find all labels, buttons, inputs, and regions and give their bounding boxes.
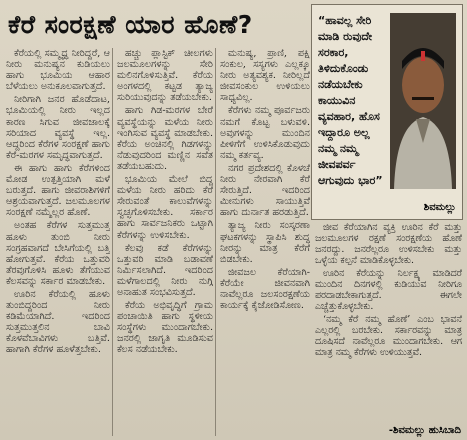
- paragraph: ಊರಿನ ಕೆರೆಯಲ್ಲಿ ಹೂಳು ತುಂಬಿದ್ದರಿಂದ ನೀರು ಕಡಿಮೆಯಾಗಿದೆ. ಇದರಿಂದ ಸುತ್ತಮುತ್ತಲಿನ ಬಾವಿ ಕೊಳವೆಬಾವಿಗಳು ಬತ್ತಿವೆ. ಹಾಗಾಗಿ ಕೆರೆಗಳ ಹೂಳೆತ್ತಬೇಕು.: [6, 288, 110, 356]
- photo-caption: ಶಿವಮಲ್ಲು: [423, 202, 456, 213]
- paragraph: ಜೀವಜಲ ಕೆರೆಯಾಗಿ-ಕೆರೆಯೇ ಜೀವನವಾಗಿ ನಾವೆಲ್ಲರೂ ಜಲಸಂರಕ್ಷಣೆಯ ಕಾರ್ಯಕ್ಕೆ ಕೈಜೋಡಿಸೋಣ.: [220, 266, 310, 312]
- paragraph: ಹಚ್ಚು ಪ್ಲಾಸ್ಟಿಕ್ ಚೀಲಗಳು ಜಲಮೂಲಗಳನ್ನು ಸೇರಿ ಮಲಿನಗೊಳಿಸುತ್ತಿವೆ. ಕೆರೆಯ ಅಂಗಳದಲ್ಲಿ ಕಟ್ಟಡ ತ್ಯಾಜ್ಯ ಸುರಿಯುವುದನ್ನು ತಡೆಯಬೇಕು.: [117, 48, 213, 104]
- paragraph: ಭೂಮಿಯ ಮೇಲೆ ಬಿದ್ದ ಮಳೆಯ ನೀರು ಹರಿದು ಕೆರೆ ಸೇರುವಂತೆ ಕಾಲುವೆಗಳನ್ನು ಸ್ವಚ್ಛಗೊಳಿಸಬೇಕು. ಸರ್ಕಾರ ಹಾಗು ಸಾರ್ವಜನಿಕರು ಒಟ್ಟಾಗಿ ಕೆರೆಗಳನ್ನು ಉಳಿಸಬೇಕು.: [117, 174, 213, 241]
- paragraph: ಈ ಹಾಗು ಹಾಗು ಕೆರೆಗಳಿಂದ ಮೋಡ ಉತ್ಪತ್ತಿಯಾಗಿ ಮಳೆ ಬರುತ್ತದೆ. ಹಾಗು ಜೀವರಾಶಿಗಳಿಗೆ ಆಶ್ರಯವಾಗುತ್ತದೆ. ಜಲಮೂಲಗಳ ಸಂರಕ್ಷಣೆ ನಮ್ಮೆಲ್ಲರ ಹೊಣೆ.: [6, 162, 110, 219]
- article-column-2: [117, 48, 213, 436]
- portrait-image: [390, 13, 456, 189]
- column-divider: [215, 48, 216, 436]
- paragraph: ತ್ಯಾಜ್ಯ ನೀರು ಸಂಸ್ಕರಣಾ ಘಟಕಗಳನ್ನು ಸ್ಥಾಪಿಸಿ ಶುದ್ಧ ನೀರನ್ನು ಮಾತ್ರ ಕೆರೆಗೆ ಬಿಡಬೇಕು.: [220, 220, 310, 265]
- author-photo: [390, 13, 456, 189]
- article-column-1: [6, 48, 110, 436]
- paragraph: ಮನುಷ್ಯ, ಪ್ರಾಣಿ, ಪಕ್ಷಿ ಸಂಕುಲ, ಸಸ್ಯಗಳು ಎಲ್ಲಕ್ಕೂ ನೀರು ಅತ್ಯವಶ್ಯಕ. ನೀರಿಲ್ಲದೆ ಜೀವಸಂಕುಲ ಉಳಿಯಲು ಸಾಧ್ಯವಿಲ್ಲ.: [220, 48, 310, 104]
- paragraph: ಅಂತಹ ಕೆರೆಗಳ ಸುತ್ತಮುತ್ತ ಹೂಳು ತುಂಬಿ ನೀರು ಸಂಗ್ರಹವಾಗದೆ ಬೇಸಿಗೆಯಲ್ಲಿ ಬತ್ತಿ ಹೋಗುತ್ತವೆ. ಕೆರೆಯ ಒತ್ತುವರಿ ತೆರವುಗೊಳಿಸಿ ಹೂಳು ತೆಗೆಯುವ ಕೆಲಸವನ್ನು ಸರ್ಕಾರ ಮಾಡಬೇಕು.: [6, 220, 110, 287]
- paragraph: ಕೆರೆಯ ಅಭಿವೃದ್ಧಿಗೆ ಗ್ರಾಮ ಪಂಚಾಯಿತಿ ಹಾಗು ಸ್ಥಳೀಯ ಸಂಸ್ಥೆಗಳು ಮುಂದಾಗಬೇಕು. ಜನರಲ್ಲಿ ಜಾಗೃತಿ ಮೂಡಿಸುವ ಕೆಲಸ ನಡೆಯಬೇಕು.: [117, 300, 213, 356]
- paragraph: ನೀರಿಗಾಗಿ ಜನರ ಹೊಡೆದಾಟ, ಭೂಮಿಯಲ್ಲಿ ನೀರು ಇಲ್ಲದ ಕಾರಣ ಸಿಗುವ ಜೀವಜಾಲಕ್ಕೆ ಸರಿಯಾದ ವ್ಯವಸ್ಥೆ ಇಲ್ಲ. ಆದ್ದರಿಂದ ಕೆರೆಗಳ ಸಂರಕ್ಷಣೆ ಹಾಗು ಕೆರೆ-ಮರಗಳ ಸಮೃದ್ಧವಾಗುತ್ತದೆ.: [6, 94, 110, 161]
- paragraph: ಜೀವ ಕೆರೆಯಾಗಿನ ವ್ಯಕ್ತಿ ಊರಿನ ಕೆರೆ ಮತ್ತು ಜಲಮೂಲಗಳ ರಕ್ಷಣೆ ಸಂರಕ್ಷಣೆಯ ಹೊಣೆ ಜನರದ್ದು. ಜನರೆಲ್ಲರೂ ಉಳಿಸಬೇಕು ಮತ್ತು ಒಳ್ಳೆಯ ಕಲ್ಪನೆ ಮಾಡಿಕೊಳ್ಳಬೇಕು.: [315, 222, 462, 266]
- paragraph: ಕೆರೆಯಲ್ಲಿ ಸಮ್ಮೃದ್ಧ ನೀರಿದ್ದರೆ, ಆ ನೀರು ಮನುಷ್ಯನ ಕುಡಿಯಲು ಹಾಗು ಭೂಮಿಯ ಆಹಾರ ಬೆಳೆಯಲು ಅನುಕೂಲವಾಗುತ್ತದೆ.: [6, 48, 110, 93]
- pull-quote-box: [311, 4, 463, 220]
- column-divider: [112, 48, 113, 436]
- article-column-4: [315, 222, 462, 436]
- pull-quote: “ಹಾವಲ್ಲ ಸೇರಿ ಮಾಡಿ ರುವುದೇ ಸರಕಾರ, ತಿಳಿದುಕೊಂಡು ನಡೆಯಬೇಕು ಕಾಯುವಿನ ವ್ಯವಹಾರ, ಹೊಸ ಇದ್ದಾರೂ ಅಲ್ಲ ನಮ್ಮ ನಮ್ಮ ಜೀವಪರ್ವ ಆಗುವುದು ಭಾರ”: [318, 14, 383, 187]
- byline: -ಶಿವಮಲ್ಲು ಹುಸಿಬಾದಿ: [388, 425, 461, 436]
- paragraph: ಊರಿನ ಕೆರೆಯನ್ನು ನಿರ್ಲಕ್ಷ್ಯ ಮಾಡಿದರೆ ಮುಂದಿನ ದಿನಗಳಲ್ಲಿ ಕುಡಿಯುವ ನೀರಿಗೂ ಪರದಾಡಬೇಕಾಗುತ್ತದೆ. ಈಗಲೇ ಎಚ್ಚೆತ್ತುಕೊಳ್ಳಬೇಕು.: [315, 268, 462, 312]
- paragraph: ಹಾಗು ಗಿಡ-ಮರಗಳ ಬೇರೆ ವ್ಯವಸ್ಥೆಯನ್ನು ಮಳೆಯ ನೀರು ಇಂಗಿಸುವ ವ್ಯವಸ್ಥೆ ಮಾಡಬೇಕು. ಕೆರೆಯ ಅಂಚಿನಲ್ಲಿ ಗಿಡಗಳನ್ನು ನೆಡುವುದರಿಂದ ಮಣ್ಣಿನ ಸವೆತ ತಡೆಯಬಹುದು.: [117, 105, 213, 172]
- headline: ಕೆರೆ ಸಂರಕ್ಷಣೆ ಯಾರ ಹೊಣೆ?: [8, 10, 253, 39]
- paragraph: ‘ನಮ್ಮ ಕೆರೆ ನಮ್ಮ ಹೊಣೆ’ ಎಂಬ ಭಾವನೆ ಎಲ್ಲರಲ್ಲಿ ಬರಬೇಕು. ಸರ್ಕಾರವನ್ನು ಮಾತ್ರ ದೂಷಿಸದೆ ನಾವೆಲ್ಲರೂ ಮುಂದಾಗಬೇಕು. ಆಗ ಮಾತ್ರ ನಮ್ಮ ಕೆರೆಗಳು ಉಳಿಯುತ್ತವೆ.: [315, 314, 462, 358]
- article-column-3: [220, 48, 310, 436]
- paragraph: ಕೆಲವು ಕಡೆ ಕೆರೆಗಳನ್ನು ಒತ್ತುವರಿ ಮಾಡಿ ಬಡಾವಣೆ ನಿರ್ಮಿಸಲಾಗಿದೆ. ಇದರಿಂದ ಮಳೆಗಾಲದಲ್ಲಿ ನೀರು ನುಗ್ಗಿ ಅನಾಹುತ ಸಂಭವಿಸುತ್ತದೆ.: [117, 242, 213, 298]
- paragraph: ನಗರ ಪ್ರದೇಶದಲ್ಲಿ ಕೊಳಚೆ ನೀರು ನೇರವಾಗಿ ಕೆರೆ ಸೇರುತ್ತಿದೆ. ಇದರಿಂದ ಮೀನುಗಳು ಸಾಯುತ್ತಿವೆ ಹಾಗು ದುರ್ನಾತ ಹರಡುತ್ತಿದೆ.: [220, 162, 310, 219]
- paragraph: ಕೆರೆಗಳು ನಮ್ಮ ಪೂರ್ವಜರು ನಮಗೆ ಕೊಟ್ಟ ಬಳುವಳಿ. ಅವುಗಳನ್ನು ಮುಂದಿನ ಪೀಳಿಗೆಗೆ ಉಳಿಸಿಕೊಡುವುದು ನಮ್ಮ ಕರ್ತವ್ಯ.: [220, 105, 310, 161]
